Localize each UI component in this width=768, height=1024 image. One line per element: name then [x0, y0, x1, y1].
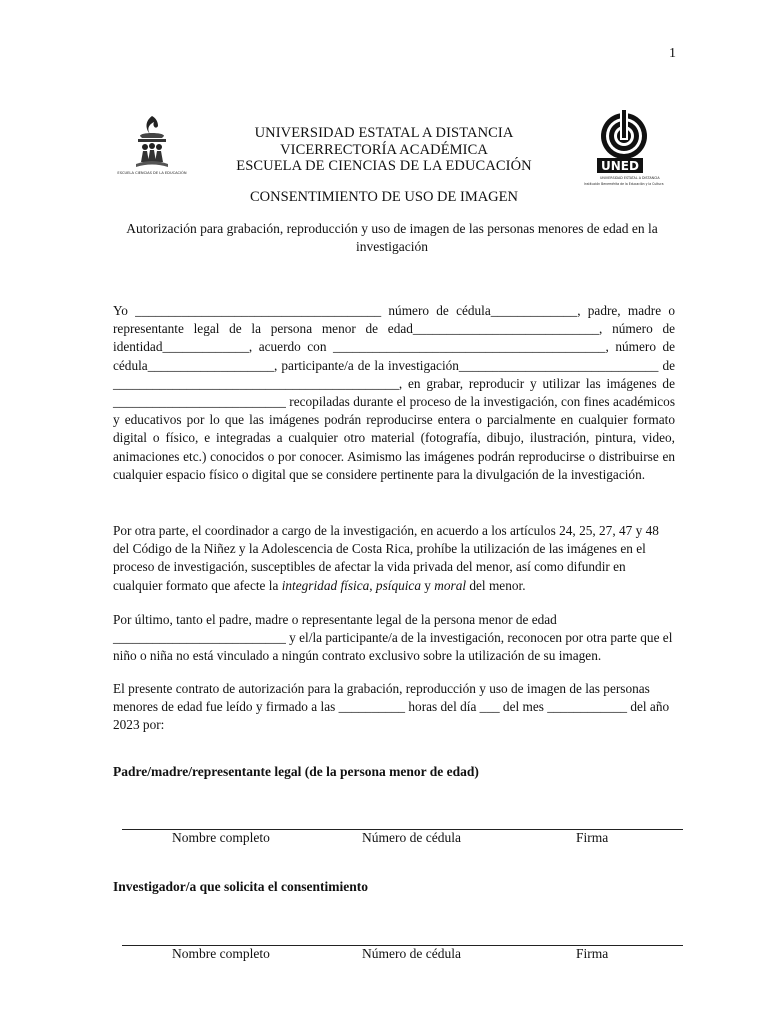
consent-paragraph-3	[113, 611, 675, 666]
header-escuela: ESCUELA DE CIENCIAS DE LA EDUCACIÓN	[236, 158, 532, 174]
label-id-number: Número de cédula	[362, 830, 461, 845]
italic-psiquica: psíquica	[375, 577, 421, 593]
label-id-number: Número de cédula	[362, 946, 461, 961]
signature-labels-guardian	[122, 830, 683, 848]
document-subtitle: Autorización para grabación, reproducción y uso de imagen de las personas menores de edad en la investigación	[126, 221, 658, 254]
paragraph-3-line1: Por último, tanto el padre, madre o representante legal de la persona menor de edad	[113, 612, 557, 627]
label-signature: Firma	[576, 946, 609, 961]
consent-paragraph-2	[113, 522, 675, 595]
italic-moral: moral	[434, 577, 467, 593]
signature-heading-guardian: Padre/madre/representante legal (de la persona menor de edad)	[113, 764, 479, 779]
paragraph-2-sep1: ,	[369, 577, 376, 593]
paragraph-2-sep2: y	[420, 577, 435, 593]
left-logo-caption: ESCUELA CIENCIAS DE LA EDUCACIÓN	[117, 171, 187, 175]
signature-labels-researcher	[122, 946, 683, 964]
italic-integridad-fisica: integridad física	[281, 577, 370, 593]
label-full-name: Nombre completo	[172, 830, 270, 845]
header-university: UNIVERSIDAD ESTATAL A DISTANCIA	[254, 125, 514, 141]
uned-caption-1: UNIVERSIDAD ESTATAL A DISTANCIA	[600, 176, 660, 180]
signature-heading-researcher: Investigador/a que solicita el consentimiento	[113, 879, 368, 894]
paragraph-2-text: Por otra parte, el coordinador a cargo de la investigación, en acuerdo a los artículos 24, 25, 27, 47 y 48 del Código de la Niñez y la Adolescencia de Costa Rica, prohíbe la utilización de las imágenes en el proceso de investigación, susceptibles de afectar la vida privada del menor, así como difundir en cualquier formato que afecte la	[113, 523, 659, 593]
institution-header	[0, 125, 768, 175]
label-full-name: Nombre completo	[172, 946, 270, 961]
page-number: 1	[669, 46, 676, 61]
consent-paragraph-4: El presente contrato de autorización para la grabación, reproducción y uso de imagen de las personas menores de edad fue leído y firmado a las __________ horas del día ___ del mes ____________ del año 2023 por:	[113, 681, 670, 733]
paragraph-2-end: del menor.	[466, 577, 526, 593]
document-title: CONSENTIMIENTO DE USO DE IMAGEN	[250, 189, 518, 205]
paragraph-3-rest: __________________________ y el/la participante/a de la investigación, reconocen por otra parte que el niño o niña no está vinculado a ningún contrato exclusivo sobre la utilización de su imagen.	[113, 630, 673, 664]
uned-wordmark: UNED	[601, 159, 639, 173]
uned-caption-2: Institución Benemérita de la Educación y la Cultura	[584, 182, 664, 186]
consent-paragraph-1: Yo _____________________________________ número de cédula_____________, padre, madre o representante legal de la persona menor de edad____________________________, número de identidad_____________, acuerdo con _________________________________________, número de cédula___________________, participante/a de la investigación______________________________ de ___________________________________________, en grabar, reproducir y utilizar las imágenes de __________________________ recopiladas durante el proceso de la investigación, con fines académicos y educativos por lo que las imágenes podrán reproducirse entera o parcialmente en cualquier formato digital o físico, e integradas a cualquier otro material (fotografía, dibujo, ilustración, pintura, video, animaciones etc.) conocidos o por conocer. Asimismo las imágenes podrán reproducirse o distribuirse en cualquier espacio físico o digital que se considere pertinente para la divulgación de la investigación.	[113, 303, 675, 482]
label-signature: Firma	[576, 830, 609, 845]
header-vicerrectoria: VICERRECTORÍA ACADÉMICA	[280, 141, 488, 158]
